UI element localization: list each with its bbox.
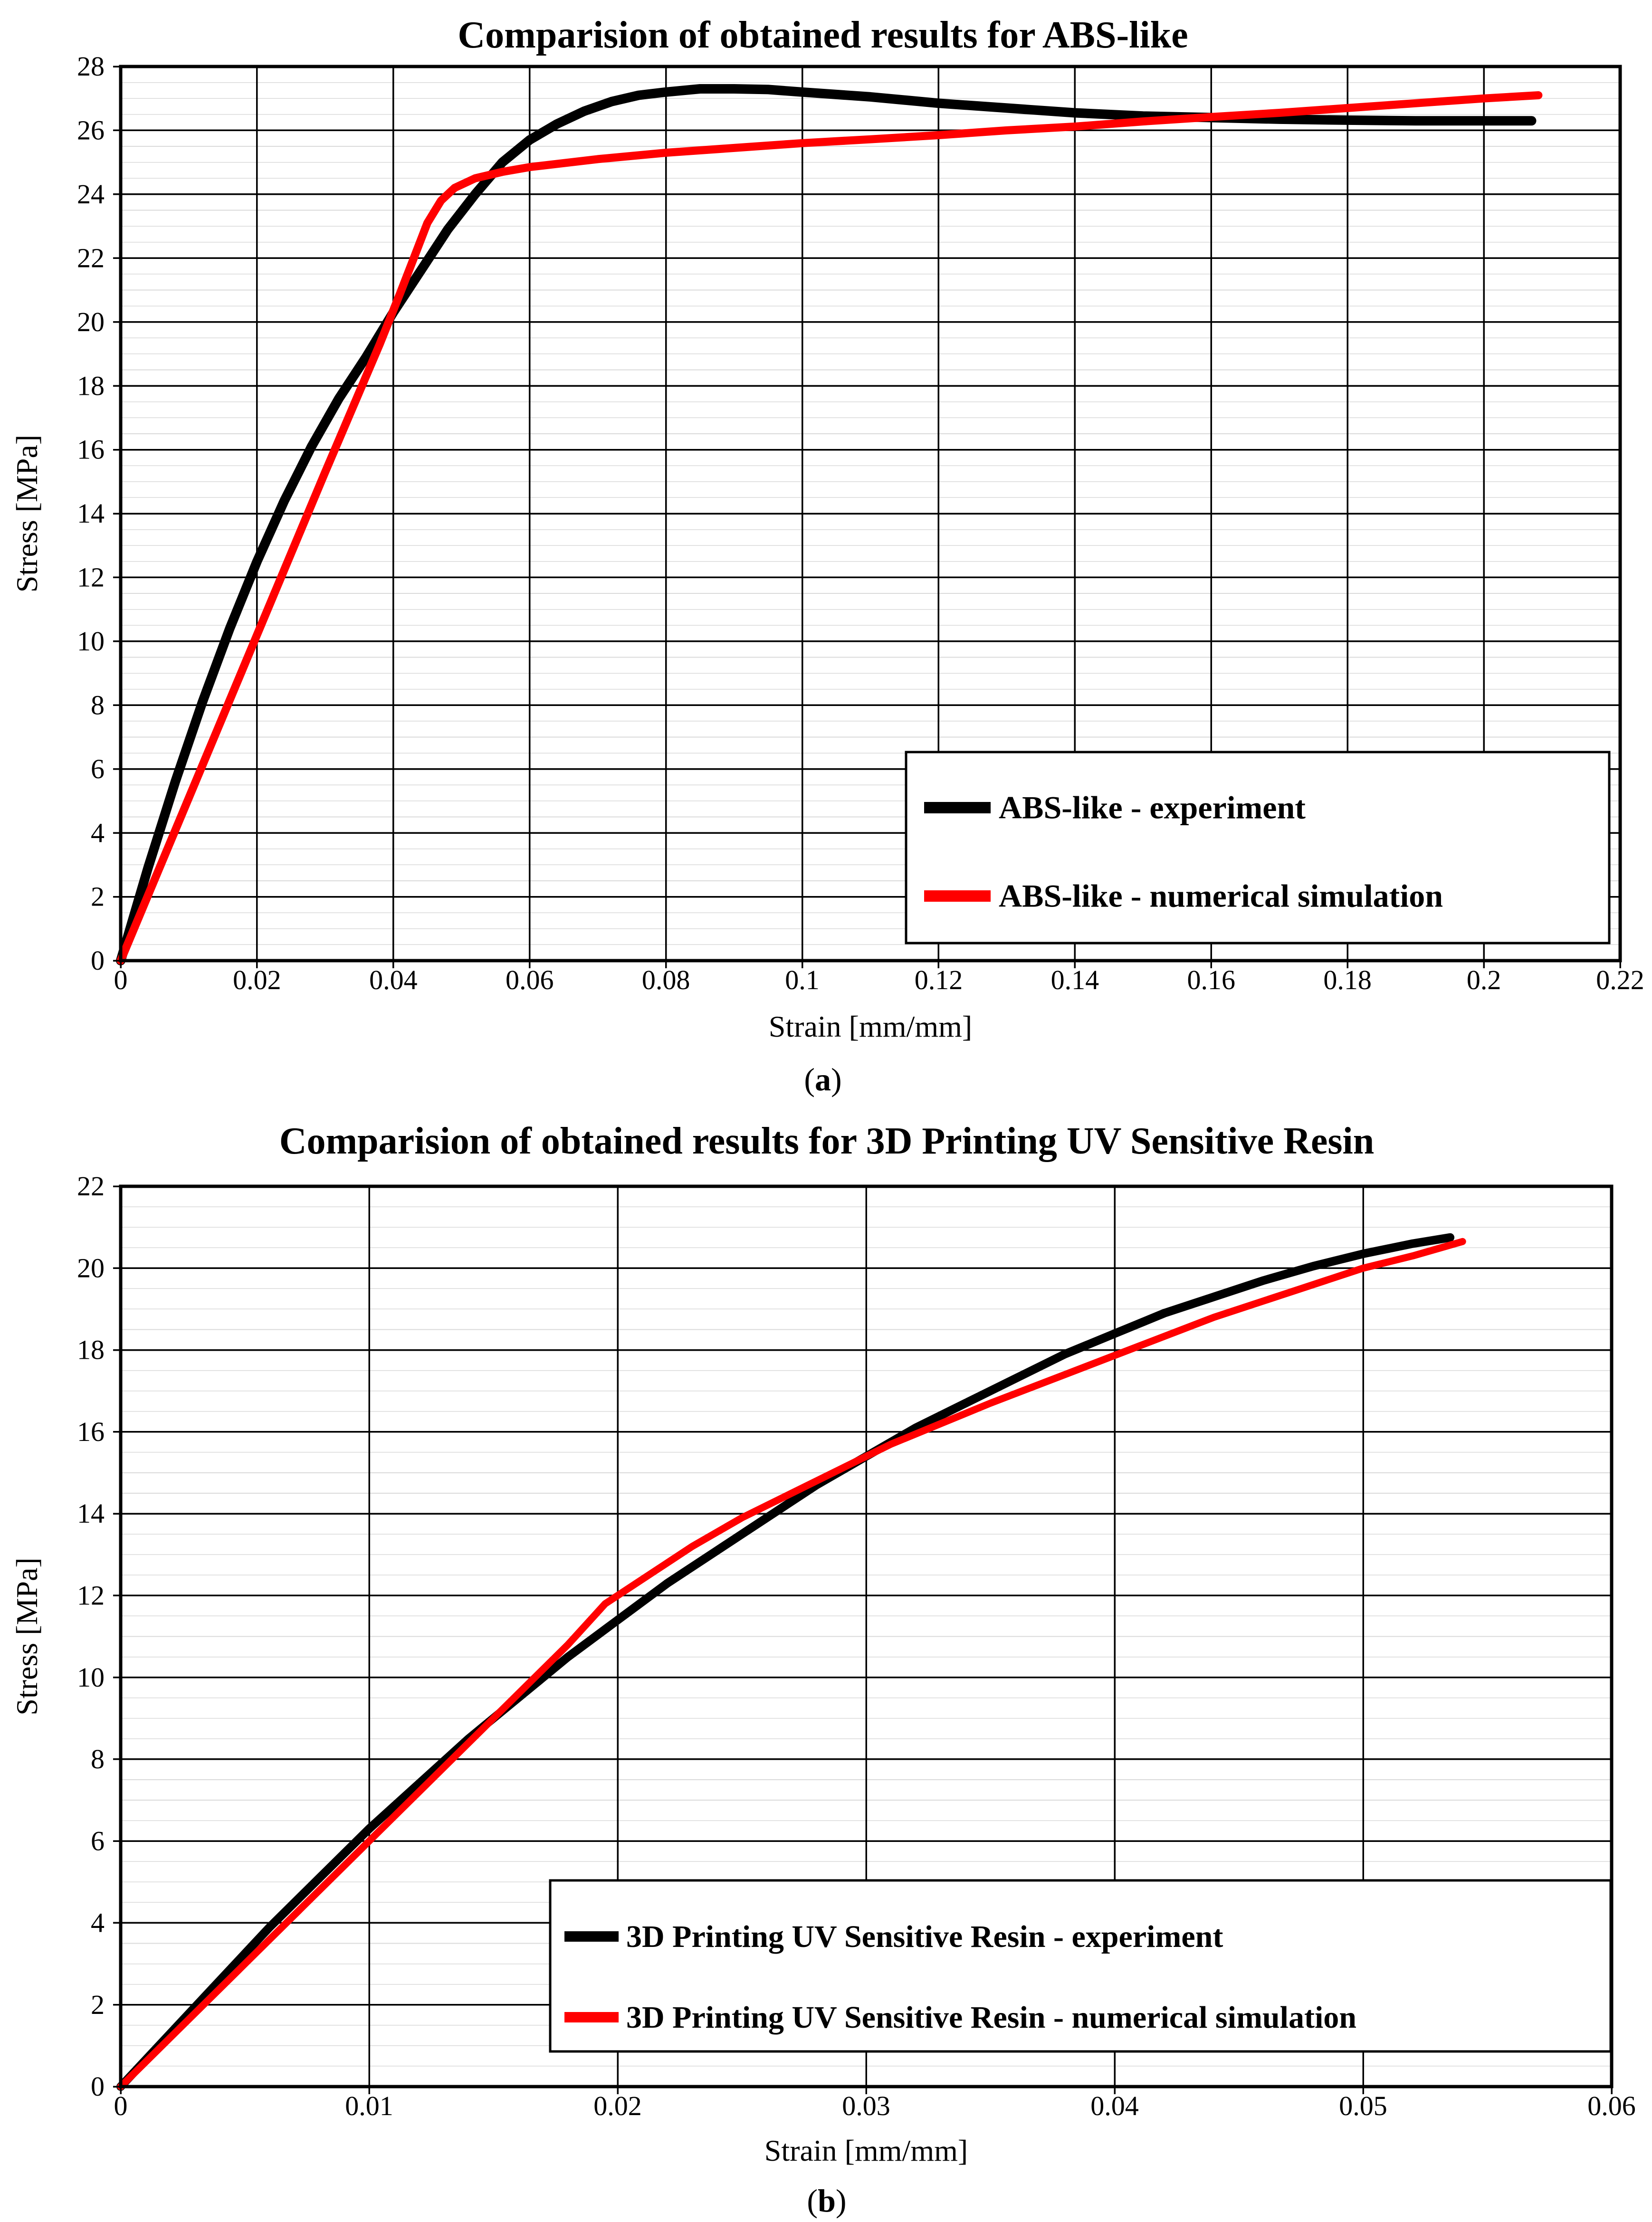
- y-tick-label: 16: [77, 434, 105, 465]
- x-tick-label: 0.02: [233, 964, 281, 995]
- y-tick-label: 0: [91, 2071, 105, 2102]
- x-tick-label: 0.04: [1090, 2090, 1139, 2121]
- y-axis-label: Stress [MPa]: [10, 1557, 44, 1716]
- y-tick-label: 16: [77, 1416, 105, 1447]
- y-tick-label: 4: [91, 817, 105, 849]
- x-tick-label: 0.08: [641, 964, 690, 995]
- legend-label-experiment: 3D Printing UV Sensitive Resin - experiment: [626, 1919, 1223, 1954]
- x-tick-label: 0.04: [369, 964, 418, 995]
- chart-title: Comparision of obtained results for 3D Printing UV Sensitive Resin: [279, 1120, 1375, 1162]
- y-tick-label: 12: [77, 562, 105, 593]
- y-tick-label: 18: [77, 370, 105, 401]
- y-tick-label: 20: [77, 1252, 105, 1284]
- x-tick-label: 0.14: [1050, 964, 1099, 995]
- x-tick-label: 0.02: [593, 2090, 642, 2121]
- y-tick-label: 6: [91, 1825, 105, 1857]
- y-tick-label: 2: [91, 1989, 105, 2020]
- caption-paren: ): [831, 1061, 842, 1097]
- x-tick-label: 0: [114, 964, 128, 995]
- subfigure-caption: [807, 2183, 846, 2219]
- x-tick-label: 0.12: [914, 964, 963, 995]
- x-tick-label: 0.05: [1339, 2090, 1387, 2121]
- x-tick-label: 0.22: [1596, 964, 1644, 995]
- y-tick-label: 2: [91, 881, 105, 912]
- x-tick-label: 0.2: [1466, 964, 1501, 995]
- y-tick-label: 12: [77, 1580, 105, 1611]
- x-axis-label: Strain [mm/mm]: [764, 2134, 968, 2167]
- x-tick-label: 0: [114, 2090, 128, 2121]
- y-tick-label: 14: [77, 498, 105, 529]
- y-tick-label: 22: [77, 242, 105, 274]
- y-axis-label: Stress [MPa]: [10, 434, 44, 593]
- y-tick-label: 6: [91, 753, 105, 784]
- caption-paren: (: [804, 1061, 815, 1097]
- y-tick-label: 22: [77, 1171, 105, 1202]
- x-tick-label: 0.06: [505, 964, 554, 995]
- y-tick-label: 4: [91, 1907, 105, 1938]
- caption-paren: (: [807, 2183, 818, 2219]
- x-tick-label: 0.06: [1587, 2090, 1636, 2121]
- x-tick-label: 0.16: [1187, 964, 1236, 995]
- y-tick-label: 18: [77, 1334, 105, 1365]
- subfigure-caption: [804, 1061, 841, 1097]
- x-tick-label: 0.1: [785, 964, 820, 995]
- x-tick-label: 0.18: [1323, 964, 1372, 995]
- chart-uv-resin-plot: [0, 1112, 1652, 2222]
- y-tick-label: 10: [77, 1661, 105, 1693]
- y-tick-label: 0: [91, 945, 105, 976]
- x-tick-label: 0.01: [345, 2090, 393, 2121]
- y-tick-label: 20: [77, 306, 105, 337]
- chart-uv-resin: [0, 1112, 1652, 2222]
- legend-label-numerical-simulation: 3D Printing UV Sensitive Resin - numerical simulation: [626, 2000, 1356, 2035]
- y-tick-label: 8: [91, 689, 105, 721]
- y-tick-label: 28: [77, 51, 105, 82]
- legend-label-numerical-simulation: ABS-like - numerical simulation: [999, 877, 1443, 914]
- chart-title: Comparision of obtained results for ABS-like: [458, 14, 1188, 56]
- x-tick-label: 0.03: [842, 2090, 890, 2121]
- caption-letter: a: [815, 1061, 831, 1097]
- caption-letter: b: [818, 2183, 836, 2219]
- x-axis-label: Strain [mm/mm]: [768, 1010, 973, 1043]
- y-tick-label: 10: [77, 625, 105, 657]
- caption-paren: ): [835, 2183, 847, 2219]
- y-tick-label: 24: [77, 178, 105, 210]
- legend-box: [906, 752, 1609, 943]
- y-tick-label: 8: [91, 1744, 105, 1775]
- y-tick-label: 26: [77, 114, 105, 146]
- legend-label-experiment: ABS-like - experiment: [999, 789, 1306, 826]
- y-tick-label: 14: [77, 1498, 105, 1529]
